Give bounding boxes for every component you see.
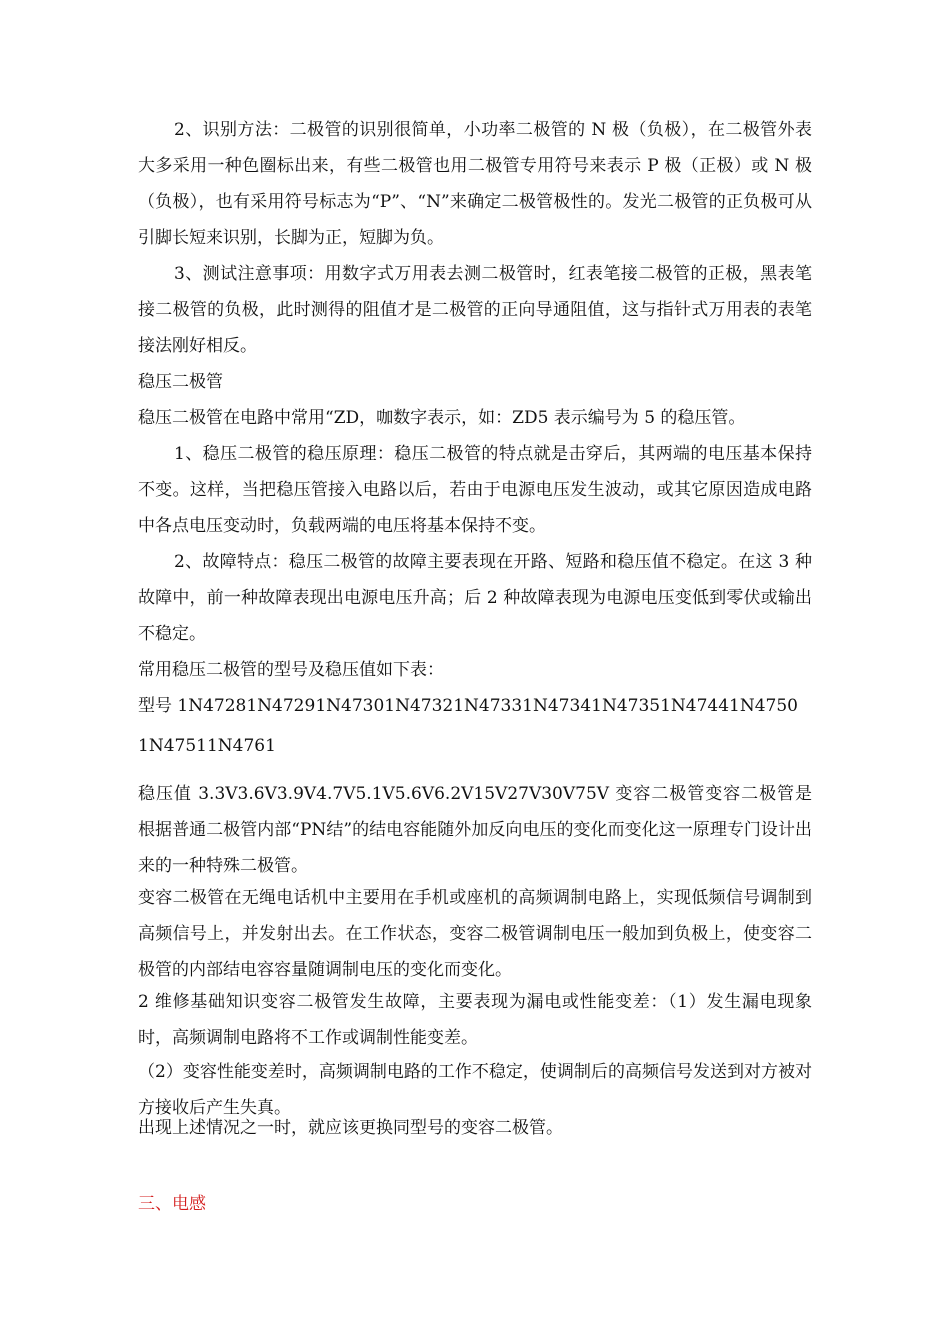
paragraph-model-list: 型号 1N47281N47291N47301N47321N47331N47341N47351N47441N4750 <box>138 696 798 716</box>
paragraph-varactor-fault: 2 维修基础知识变容二极管发生故障，主要表现为漏电或性能变差：（1）发生漏电现象时，高频调制电路将不工作或调制性能变差。 <box>138 992 812 1048</box>
paragraph-identification-method: 2、识别方法：二极管的识别很简单，小功率二极管的 N 极（负极），在二极管外表大多采用一种色圈标出来，有些二极管也用二极管专用符号来表示 P 极（正极）或 N 极（负极），也有采用符号标志为“P”、“N”来确定二极管极性的。发光二极管的正负极可从引脚长短来识别，长脚为正，短脚为负。 <box>138 120 812 248</box>
section-title-zener-diode: 稳压二极管 <box>138 372 223 392</box>
paragraph-zener-symbol: 稳压二极管在电路中常用“ZD，咖数字表示，如：ZD5 表示编号为 5 的稳压管。 <box>138 408 746 428</box>
paragraph-fault-characteristics: 2、故障特点：稳压二极管的故障主要表现在开路、短路和稳压值不稳定。在这 3 种故障中，前一种故障表现出电源电压升高；后 2 种故障表现为电源电压变低到零伏或输出不稳定。 <box>138 552 812 644</box>
paragraph-voltage-values-varactor: 稳压值 3.3V3.6V3.9V4.7V5.1V5.6V6.2V15V27V30V75V 变容二极管变容二极管是根据普通二极管内部“PN结”的结电容能随外加反向电压的变化而变化这一原理专门设计出来的一种特殊二极管。 <box>138 784 812 876</box>
paragraph-model-list-continued: 1N47511N4761 <box>138 736 276 756</box>
paragraph-test-notes: 3、测试注意事项：用数字式万用表去测二极管时，红表笔接二极管的正极，黑表笔接二极管的负极，此时测得的阻值才是二极管的正向导通阻值，这与指针式万用表的表笔接法刚好相反。 <box>138 264 812 356</box>
paragraph-varactor-usage: 变容二极管在无绳电话机中主要用在手机或座机的高频调制电路上，实现低频信号调制到高频信号上，并发射出去。在工作状态，变容二极管调制电压一般加到负极上，使变容二极管的内部结电容容量随调制电压的变化而变化。 <box>138 888 812 980</box>
paragraph-zener-principle: 1、稳压二极管的稳压原理：稳压二极管的特点就是击穿后，其两端的电压基本保持不变。这样，当把稳压管接入电路以后，若由于电源电压发生波动，或其它原因造成电路中各点电压变动时，负载两端的电压将基本保持不变。 <box>138 444 812 536</box>
section-heading-inductor: 三、电感 <box>138 1194 206 1214</box>
paragraph-common-models-intro: 常用稳压二极管的型号及稳压值如下表： <box>138 660 444 680</box>
paragraph-replacement-advice: 出现上述情况之一时，就应该更换同型号的变容二极管。 <box>138 1118 563 1138</box>
paragraph-varactor-degradation: （2）变容性能变差时，高频调制电路的工作不稳定，使调制后的高频信号发送到对方被对方接收后产生失真。 <box>138 1062 812 1118</box>
